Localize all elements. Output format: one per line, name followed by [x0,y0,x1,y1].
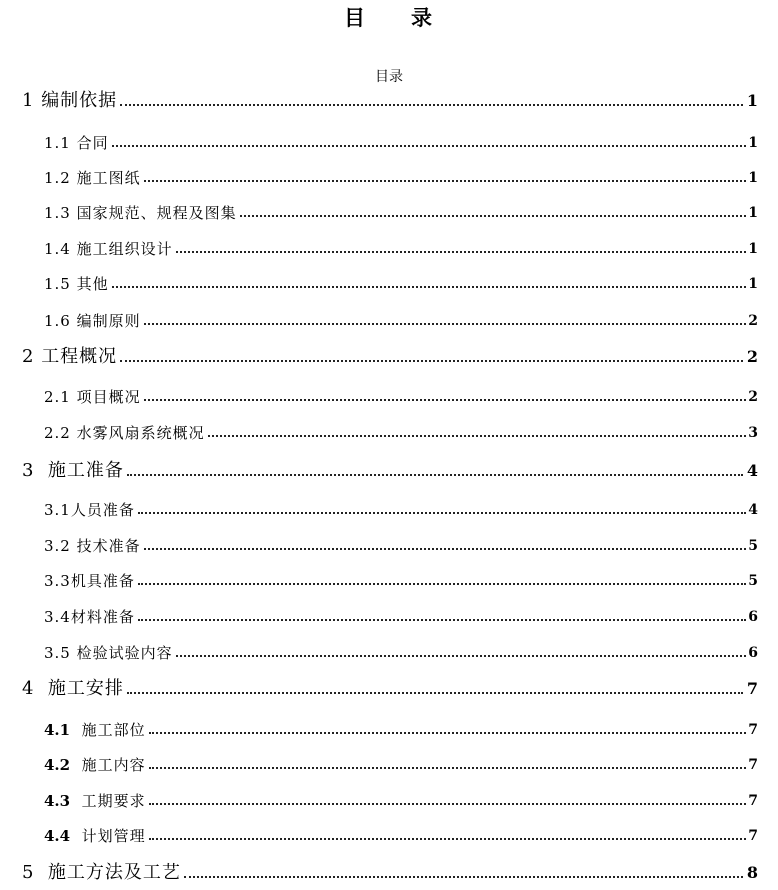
toc-entry-1-4[interactable] [0,235,778,259]
toc-entry-title: 项目概况 [76,388,141,406]
toc-entry-2[interactable] [0,344,778,368]
toc-entry-page: 5 [748,538,758,554]
dot-leader [184,876,743,878]
dot-leader [176,655,746,657]
toc-entry-number: 3.1 [44,501,71,519]
toc-subheading: 目录 [375,69,403,85]
toc-entry-number: 2 [22,346,35,367]
toc-entry-title: 编制依据 [41,90,118,111]
toc-entry-page: 1 [748,241,758,257]
toc-entry-4-3[interactable] [0,787,778,811]
toc-entry-page: 7 [748,722,758,738]
dot-leader [240,215,746,217]
dot-leader [112,286,746,288]
toc-entry-page: 2 [748,389,758,405]
toc-entry-title: 编制原则 [76,312,141,330]
toc-entry-title: 其他 [76,275,109,293]
toc-entry-title: 人员准备 [70,501,135,519]
toc-entry-number: 4.1 [44,721,71,739]
toc-entry-title: 施工部位 [81,721,146,739]
toc-heading-right: 录 [411,6,434,30]
dot-leader [144,323,746,325]
toc-entry-4[interactable] [0,676,778,700]
toc-entry-number: 1.3 [44,204,71,222]
dot-leader [138,583,746,585]
toc-entry-page: 1 [746,91,758,110]
toc-entry-page: 3 [748,425,758,441]
toc-entry-page: 4 [746,461,758,480]
dot-leader [149,767,746,769]
dot-leader [127,474,743,476]
toc-entry-title: 计划管理 [81,827,146,845]
toc-entry-number: 3.2 [44,537,71,555]
toc-entry-page: 1 [748,205,758,221]
toc-entry-page: 7 [748,757,758,773]
toc-entry-title: 施工组织设计 [76,240,173,258]
toc-entry-3-4[interactable] [0,603,778,627]
toc-entry-1-5[interactable] [0,270,778,294]
toc-heading [0,2,778,32]
toc-entry-number: 4.4 [44,827,71,845]
toc-entry-number: 4 [22,678,35,699]
toc-entry-page: 7 [746,679,758,698]
toc-entry-number: 4.2 [44,756,71,774]
toc-entry-title: 施工内容 [81,756,146,774]
toc-entry-title: 施工图纸 [76,169,141,187]
toc-entry-number: 3.5 [44,644,71,662]
toc-entry-number: 2.2 [44,424,71,442]
toc-entry-page: 6 [748,609,758,625]
toc-entry-page: 1 [748,276,758,292]
toc-entry-page: 7 [748,828,758,844]
toc-entry-number: 1 [22,90,35,111]
dot-leader [149,803,746,805]
toc-entry-page: 2 [748,313,758,329]
toc-entry-title: 材料准备 [70,608,135,626]
toc-entry-2-2[interactable] [0,419,778,443]
toc-entry-number: 1.4 [44,240,71,258]
toc-entry-4-1[interactable] [0,716,778,740]
toc-entry-title: 工程概况 [41,346,118,367]
toc-entry-4-2[interactable] [0,751,778,775]
toc-entry-1[interactable] [0,88,778,112]
toc-entry-title: 水雾风扇系统概况 [76,424,205,442]
toc-entry-title: 合同 [76,134,109,152]
toc-entry-number: 2.1 [44,388,71,406]
toc-entry-number: 3 [22,460,35,481]
toc-entry-4-4[interactable] [0,822,778,846]
toc-entry-page: 2 [746,347,758,366]
toc-entry-3-2[interactable] [0,532,778,556]
toc-entry-3-1[interactable] [0,496,778,520]
toc-entry-number: 5 [22,862,35,883]
toc-heading-left: 目 [344,6,367,30]
toc-entry-title: 机具准备 [70,572,135,590]
toc-entry-3-3[interactable] [0,567,778,591]
toc-entry-number: 1.1 [44,134,71,152]
dot-leader [144,548,746,550]
toc-entry-3[interactable] [0,458,778,482]
toc-entry-title: 国家规范、规程及图集 [76,204,237,222]
toc-entry-title: 施工安排 [47,678,124,699]
dot-leader [176,251,746,253]
dot-leader [127,692,743,694]
toc-entry-page: 1 [748,135,758,151]
toc-entry-5[interactable] [0,860,778,884]
toc-entry-number: 1.2 [44,169,71,187]
toc-entry-page: 8 [746,863,758,882]
toc-entry-1-3[interactable] [0,199,778,223]
toc-entry-number: 1.6 [44,312,71,330]
toc-entry-2-1[interactable] [0,383,778,407]
dot-leader [120,104,743,106]
toc-entry-number: 3.3 [44,572,71,590]
toc-entry-number: 4.3 [44,792,71,810]
toc-entry-title: 检验试验内容 [76,644,173,662]
toc-entry-1-2[interactable] [0,164,778,188]
dot-leader [138,512,746,514]
toc-entry-page: 1 [748,170,758,186]
dot-leader [144,180,746,182]
toc-entry-1-1[interactable] [0,129,778,153]
toc-entry-title: 工期要求 [81,792,146,810]
toc-entry-1-6[interactable] [0,307,778,331]
toc-entry-3-5[interactable] [0,639,778,663]
toc-entry-page: 6 [748,645,758,661]
dot-leader [138,619,746,621]
dot-leader [112,145,746,147]
toc-entry-number: 1.5 [44,275,71,293]
dot-leader [149,732,746,734]
dot-leader [149,838,746,840]
toc-entry-page: 5 [748,573,758,589]
toc-entry-page: 7 [748,793,758,809]
toc-entry-title: 施工准备 [47,460,124,481]
dot-leader [208,435,746,437]
dot-leader [144,399,746,401]
dot-leader [120,360,743,362]
toc-entry-title: 技术准备 [76,537,141,555]
toc-entry-title: 施工方法及工艺 [47,862,181,883]
toc-entry-page: 4 [748,502,758,518]
toc-entry-number: 3.4 [44,608,71,626]
